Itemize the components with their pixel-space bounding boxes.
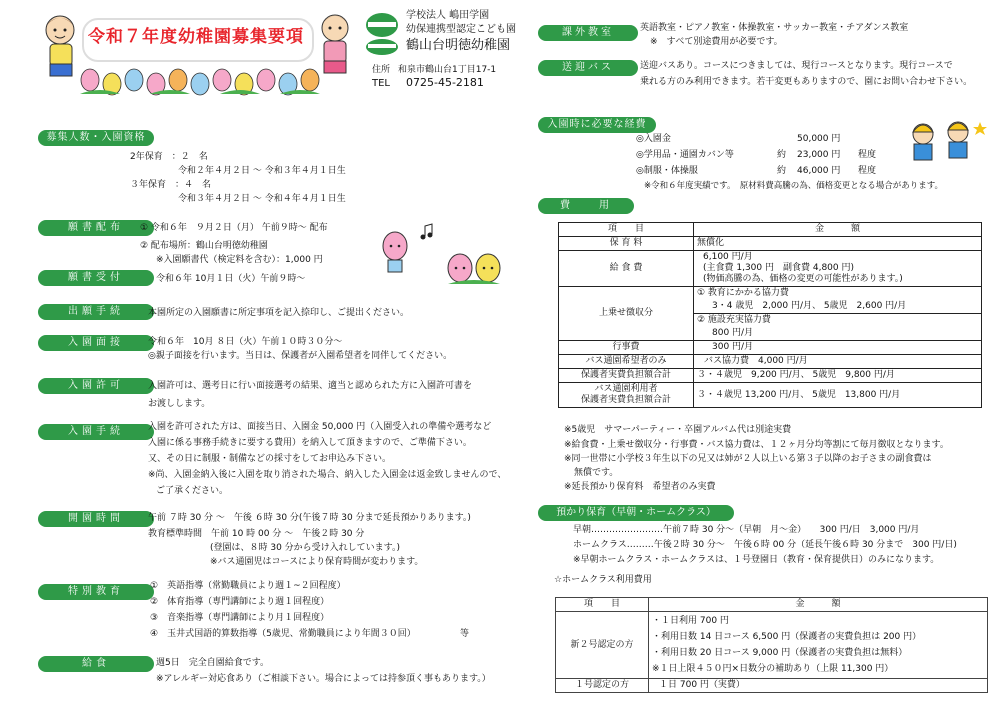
admission-line: 入園を許可された方は、面接当日、入園金 50,000 円（入園受入れの準備や選考など	[148, 422, 492, 432]
home-line: ※１日上限４５０円×日数分の補助あり（上限 11,300 円）	[652, 664, 894, 674]
children-playing-illustration	[898, 112, 996, 174]
distribution-line: ② 配布場所：鶴山台明徳幼稚園	[140, 241, 268, 251]
interview-label: 入園面接	[38, 335, 154, 351]
address-label: 住所	[372, 65, 391, 75]
table-row	[559, 341, 982, 355]
childcare-line: ホームクラス………午後２時 30 分～ 午後６時 00 分（延長午後６時 30 分まで 300 円/日)	[573, 540, 957, 550]
hours-line: 教育標準時間 午前 10 時 00 分 ～ 午後２時 30 分	[148, 529, 365, 539]
childcare-line: 早朝……………………午前７時 30 分～（早朝 月～金） 300 円/日 3,000 円/月	[573, 525, 920, 535]
tel-label: TEL	[372, 78, 390, 89]
fee-table	[558, 222, 982, 408]
hours-line: ※バス通園児はコースにより保育時間が変わります。	[210, 557, 424, 567]
fee-note: 無償です。	[574, 468, 619, 478]
table-row	[559, 383, 982, 408]
home-item: １号認定の方	[556, 679, 649, 693]
recruit-label: 募集人数・入園資格	[38, 130, 154, 146]
fee-amount: バス協力費 4,000 円/月	[694, 355, 982, 369]
fee-line: 3・4 歳児 2,000 円/月、 5歳児 2,600 円/月	[694, 300, 981, 314]
cost-amount: 46,000 円	[797, 166, 841, 176]
home-line: ・１日利用 700 円	[652, 616, 729, 626]
fee-line: (主食費 1,300 円 副食費 4,800 円)	[703, 263, 854, 273]
home-header-amount: 金 額	[649, 598, 988, 612]
cost-suffix: 程度	[858, 150, 877, 160]
page-title: 令和７年度幼稚園募集要項	[88, 27, 304, 47]
fees-label: 費 用	[538, 198, 634, 214]
bus-label: 送迎バス	[538, 60, 638, 76]
homeclass-table	[555, 597, 988, 693]
homeclass-title: ☆ホームクラス利用費用	[554, 575, 652, 585]
fee-amount: 300 円/月	[694, 341, 982, 355]
admission-line: 又、その日に制服・制備などの採寸をしてお申込み下さい。	[148, 454, 392, 464]
distribution-label: 願書配布	[38, 220, 154, 236]
fee-amount	[694, 287, 982, 341]
required-costs-label: 入園時に必要な経費	[538, 117, 656, 133]
table-row	[559, 251, 982, 287]
permit-label: 入園許可	[38, 378, 154, 394]
permit-line: 入園許可は、選考日に行い面接選考の結果、適当と認められた方に入園許可書を	[148, 381, 473, 391]
tel: 0725-45-2181	[406, 76, 484, 89]
fee-note: ※同一世帯に小学校３年生以下の兄又は姉が２人以上いる第３子以降のお子さまの副食費は	[564, 454, 932, 464]
fee-item: 上乗せ徴収分	[559, 287, 694, 341]
school-corp: 学校法人 嶋田学園	[406, 10, 490, 21]
extracurricular-label: 課外教室	[538, 25, 638, 41]
table-row	[559, 237, 982, 251]
school-type: 幼保連携型認定こども園	[406, 24, 516, 35]
music-characters-illustration	[370, 218, 510, 288]
fee-amount	[694, 251, 982, 287]
admission-line: ※尚、入園金納入後に入園を取り消された場合、納入した入園金は返金致しませんので、	[148, 470, 507, 480]
recruit-line: 令和２年４月２日 ～ 令和３年４月１日生	[178, 166, 346, 176]
admission-line: ご了承ください。	[156, 486, 229, 496]
home-header-item: 項 目	[556, 598, 649, 612]
permit-line: お渡しします。	[148, 399, 211, 409]
distribution-line: ① 令和６年 ９月２日（月） 午前９時～ 配布	[140, 223, 328, 233]
home-amount	[649, 612, 988, 679]
reception-text: 令和６年 10月１日（火）午前９時～	[156, 274, 306, 284]
fee-header-item: 項 目	[559, 223, 694, 237]
recruit-line: 令和３年４月２日 ～ 令和４年４月１日生	[178, 194, 346, 204]
school-logo-icon	[362, 10, 402, 56]
cost-note: ※令和６年度実績です。 原材料費高騰の為、価格変更となる場合があります。	[644, 181, 944, 191]
childcare-line: ※早朝ホームクラス・ホームクラスは、１号登園日（教育・保育提供日）のみになります。	[573, 555, 940, 565]
fee-item: 保 育 料	[559, 237, 694, 251]
procedure-text: 本園所定の入園願書に所定事項を記入捺印し、ご提出ください。	[148, 308, 410, 318]
recruit-line: ３年保育 ：４ 名	[130, 180, 212, 190]
table-row	[559, 287, 982, 341]
home-amount: １日 700 円（実費）	[649, 679, 988, 693]
home-line: ・利用日数 20 日コース 9,000 円（保護者の実費負担は無料）	[652, 648, 908, 658]
childcare-label: 預かり保育（早朝・ホームクラス）	[538, 505, 734, 521]
lunch-line: ※アレルギー対応食あり（ご相談下さい。場合によっては持参頂く事もあります。）	[156, 674, 491, 684]
fee-item-line: 保護者実費負担額合計	[580, 395, 671, 405]
cost-prefix: 約	[777, 166, 787, 176]
distribution-line: ※入園願書代（検定料を含む）：1,000 円	[156, 255, 323, 265]
cost-suffix: 程度	[858, 166, 877, 176]
fee-item: バス通園希望者のみ	[559, 355, 694, 369]
hours-line: 午前 ７時 30 分 ～ 午後 ６時 30 分(午後７時 30 分まで延長預かりあります。)	[148, 513, 471, 523]
special-etc: 等	[460, 629, 470, 639]
admission-label: 入園手続	[38, 424, 154, 440]
fee-note: ※5歳児 サマーパーティー・卒園アルバム代は別途実費	[564, 425, 792, 435]
hours-line: (登園は、８時 30 分から受け入れしています。)	[210, 543, 400, 553]
special-item: ① 英語指導（常勤職員により週１~２回程度）	[150, 581, 346, 591]
admission-line: 入園に係る事務手続きに要する費用）を納入して頂きますので、ご準備下さい。	[148, 438, 472, 448]
special-item: ④ 玉井式国語的算数指導（5歳児、常勤職員により年間３０回）	[150, 629, 416, 639]
fee-amount: 無償化	[694, 237, 982, 251]
table-row	[559, 369, 982, 383]
fee-item: 行事費	[559, 341, 694, 355]
fee-note: ※給食費・上乗せ徴収分・行事費・バス協力費は、１２ヶ月分均等割にて毎月徴収となります。	[564, 440, 949, 450]
reception-label: 願書受付	[38, 270, 154, 286]
home-line: ・利用日数 14 日コース 6,500 円（保護者の実費負担は 200 円）	[652, 632, 922, 642]
fee-line: ① 教育にかかる協力費	[697, 288, 789, 298]
fee-item: 給 食 費	[559, 251, 694, 287]
cost-name: ◎制服・体操服	[636, 166, 698, 176]
extracurricular-line: ※ すべて別途費用が必要です。	[650, 37, 783, 47]
cost-amount: 23,000 円	[797, 150, 841, 160]
table-row	[556, 598, 988, 612]
school-name: 鶴山台明徳幼稚園	[406, 38, 511, 53]
fee-line: ② 施設充実協力費	[697, 315, 771, 325]
table-row	[556, 679, 988, 693]
procedure-label: 出願手続	[38, 304, 154, 320]
fee-item	[559, 383, 694, 408]
header-banner	[30, 6, 360, 96]
fee-note: ※延長預かり保育料 希望者のみ実費	[564, 482, 716, 492]
fee-item-line: バス通園利用者	[594, 384, 658, 394]
cost-prefix: 約	[777, 150, 787, 160]
bus-line: 送迎バスあり。コースにつきましては、現行コースとなります。現行コースで	[640, 61, 953, 71]
lunch-label: 給食	[38, 656, 154, 672]
fee-line: 6,100 円/月	[703, 252, 753, 262]
fee-line: (物価高騰の為、価格の変更の可能性があります。)	[703, 274, 903, 284]
cost-name: ◎入園金	[636, 134, 671, 144]
lunch-line: 週5日 完全自園給食です。	[156, 658, 270, 668]
cost-name: ◎学用品・通園カバン等	[636, 150, 734, 160]
fee-item: 保護者実費負担額合計	[559, 369, 694, 383]
fee-amount: ３・４歳児 13,200 円/月、 5歳児 13,800 円/月	[694, 383, 982, 408]
special-item: ③ 音楽指導（専門講師により月１回程度）	[150, 613, 330, 623]
special-item: ② 体育指導（専門講師により週１回程度）	[150, 597, 330, 607]
recruit-line: 2年保育 ：２ 名	[130, 152, 208, 162]
special-label: 特別教育	[38, 584, 154, 600]
table-row	[556, 612, 988, 679]
hours-label: 開園時間	[38, 511, 154, 527]
cost-amount: 50,000 円	[797, 134, 841, 144]
interview-line: ◎親子面接を行います。当日は、保護者が入園希望者を同伴してください。	[148, 351, 453, 361]
bus-line: 乗れる方のみ利用できます。若干変更もありますので、園にお問い合わせ下さい。	[640, 77, 973, 87]
home-item: 新２号認定の方	[556, 612, 649, 679]
extracurricular-line: 英語教室・ピアノ教室・体操教室・サッカー教室・チアダンス教室	[640, 23, 909, 33]
address: 和泉市鶴山台1丁目17-1	[398, 65, 497, 75]
table-row	[559, 223, 982, 237]
interview-line: 令和６年 10月 ８日（火）午前１０時３０分～	[148, 337, 343, 347]
fee-amount: ３・４歳児 9,200 円/月、 5歳児 9,800 円/月	[694, 369, 982, 383]
table-row	[559, 355, 982, 369]
fee-header-amount: 金 額	[694, 223, 982, 237]
fee-line: 800 円/月	[712, 328, 754, 338]
